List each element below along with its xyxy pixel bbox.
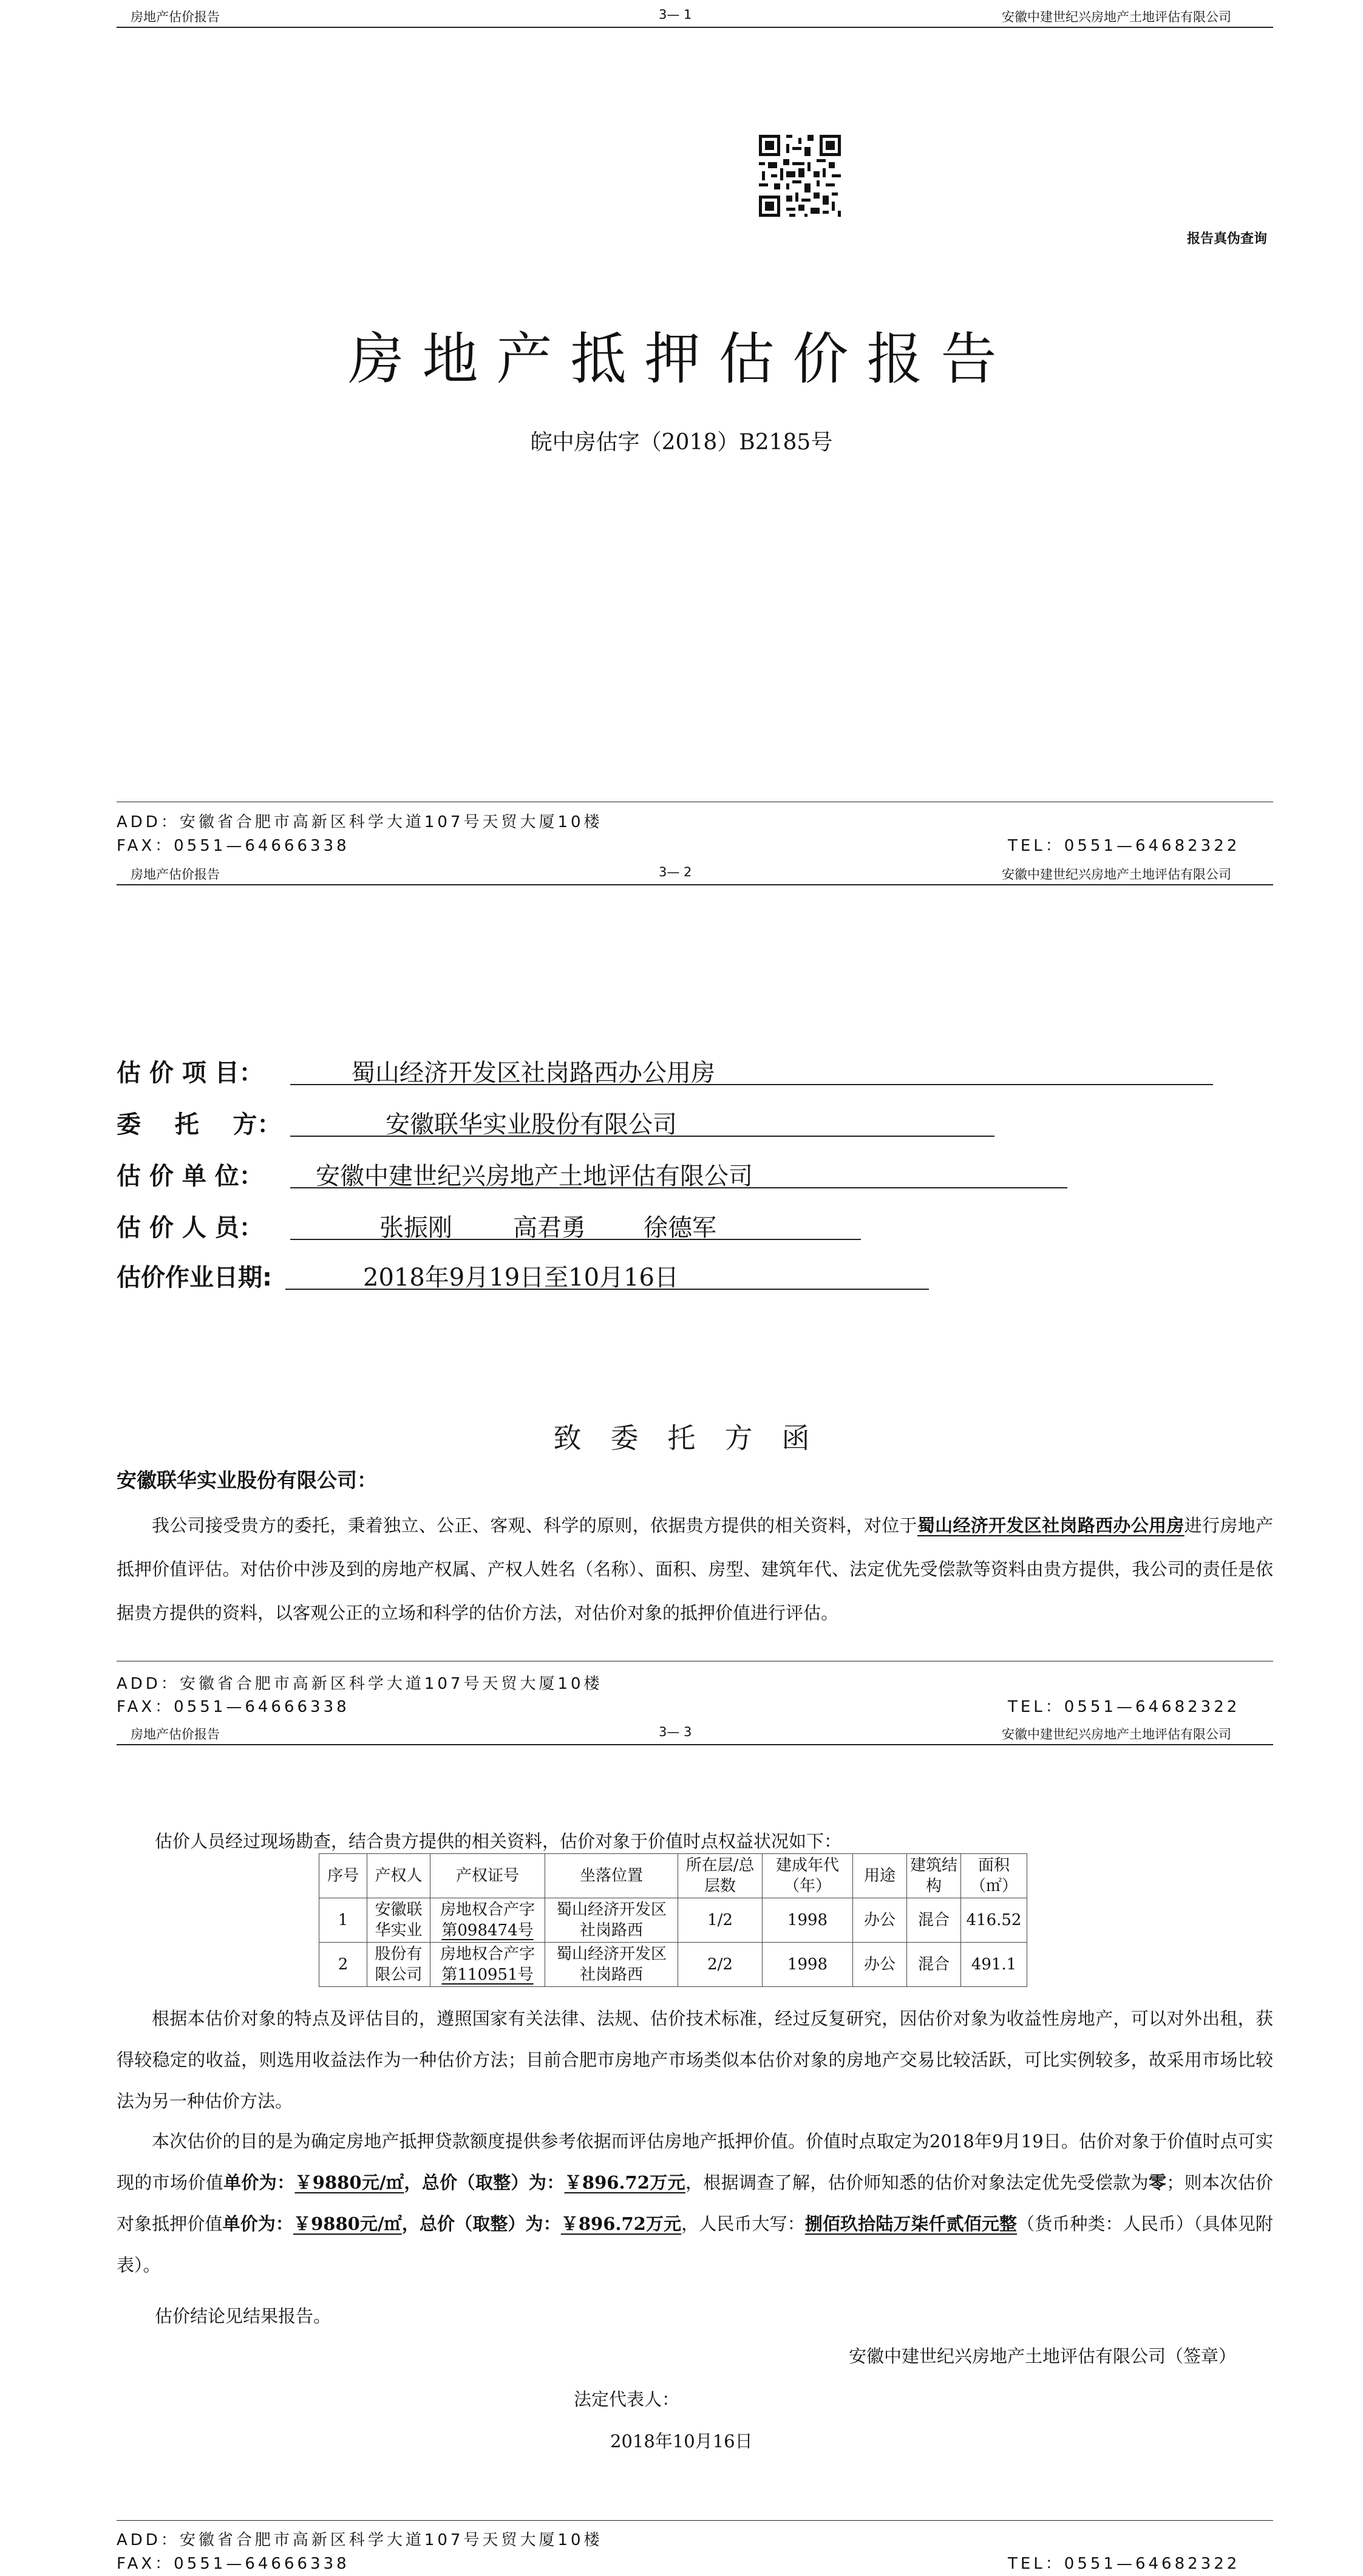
table-cell: 1998 bbox=[763, 1898, 853, 1943]
header-page-p2: 3— 2 bbox=[659, 865, 692, 879]
table-header-cell: 产权证号 bbox=[430, 1854, 545, 1898]
location-line: 蜀山经济开发区 bbox=[556, 1901, 667, 1919]
table-cell: 办公 bbox=[853, 1943, 907, 1987]
total-price-label: ，总价（取整）为： bbox=[404, 2172, 565, 2193]
date-label: 估价作业日期: bbox=[117, 1264, 272, 1292]
footer-tel-p2: TEL：0551—64682322 bbox=[1008, 1698, 1240, 1716]
table-cell: 混合 bbox=[907, 1943, 961, 1987]
table-cell bbox=[545, 1898, 678, 1943]
unit-price-label: 单价为： bbox=[223, 2172, 295, 2193]
person-1: 张振刚 bbox=[379, 1214, 452, 1242]
unit-price-value: ￥9880元/㎡ bbox=[294, 2172, 404, 2193]
report-title: 房地产抵押估价报告 bbox=[348, 327, 1015, 392]
sign-date: 2018年10月16日 bbox=[610, 2431, 753, 2452]
footer-address-p1: ADD：安徽省合肥市高新区科学大道107号天贸大厦10楼 bbox=[117, 813, 603, 831]
table-header-cell: 坐落位置 bbox=[545, 1854, 678, 1898]
cert-number: 第098474号 bbox=[441, 1921, 534, 1940]
location-line: 社岗路西 bbox=[579, 1921, 643, 1940]
header-right-p3: 安徽中建世纪兴房地产土地评估有限公司 bbox=[1002, 1727, 1231, 1742]
footer-rule-p3 bbox=[117, 2520, 1273, 2521]
project-label: 估 价 项 目： bbox=[117, 1059, 263, 1087]
person-2: 高君勇 bbox=[513, 1214, 586, 1242]
p4-text-b: ，根据调查了解，估价师知悉的估价对象法定优先受偿款为 bbox=[685, 2172, 1149, 2193]
letter-paragraph-5: 估价结论见结果报告。 bbox=[155, 2306, 331, 2326]
footer-fax-p2: FAX：0551—64666338 bbox=[117, 1698, 350, 1716]
header-left-p1: 房地产估价报告 bbox=[131, 10, 220, 24]
p4-text-e: （货币种类：人民币）（具体见附表）。 bbox=[117, 2213, 1273, 2275]
footer-fax-p1: FAX：0551—64666338 bbox=[117, 837, 350, 855]
table-cell bbox=[545, 1943, 678, 1987]
table-cell: 1/2 bbox=[678, 1898, 763, 1943]
table-header-cell: 建筑结构 bbox=[907, 1854, 961, 1898]
cert-line: 房地权合产字 bbox=[440, 1901, 535, 1919]
table-cell: 1 bbox=[319, 1898, 367, 1943]
p4-text-d: ，人民币大写： bbox=[681, 2213, 805, 2234]
property-table bbox=[319, 1853, 1027, 1987]
cert-number: 第110951号 bbox=[441, 1966, 534, 1984]
capital-amount: 捌佰玖拾陆万柒仟贰佰元整 bbox=[804, 2213, 1018, 2234]
table-header-cell: 用途 bbox=[853, 1854, 907, 1898]
letter-title: 致委托方函 bbox=[553, 1422, 839, 1454]
footer-fax-p3: FAX：0551—64666338 bbox=[117, 2555, 350, 2573]
table-header-cell: 面积（㎡） bbox=[961, 1854, 1027, 1898]
project-value: 蜀山经济开发区社岗路西办公用房 bbox=[351, 1059, 715, 1087]
person-3: 徐德军 bbox=[644, 1214, 716, 1242]
footer-address-p2: ADD：安徽省合肥市高新区科学大道107号天贸大厦10楼 bbox=[117, 1675, 603, 1693]
appraiser-label: 估 价 单 位： bbox=[117, 1162, 263, 1190]
p4-text-a: 本次估价的目的是为确定房地产抵押贷款额度提供参考依据而评估房地产抵押价值。价值时点取定为2018年9月19日。估价对象于价值时点可实现的市场价值 bbox=[117, 2131, 1273, 2193]
table-cell: 2/2 bbox=[678, 1943, 763, 1987]
table-cell: 1998 bbox=[763, 1943, 853, 1987]
mortgage-total-value: ￥896.72万元 bbox=[560, 2213, 682, 2234]
persons-label: 估 价 人 员： bbox=[117, 1214, 263, 1242]
client-label: 委 托 方： bbox=[117, 1111, 282, 1139]
mortgage-total-label: ，总价（取整）为： bbox=[401, 2213, 561, 2234]
header-left-p3: 房地产估价报告 bbox=[131, 1727, 220, 1742]
footer-tel-p3: TEL：0551—64682322 bbox=[1008, 2555, 1240, 2573]
p1-text-a: 我公司接受贵方的委托，秉着独立、公正、客观、科学的原则，依据贵方提供的相关资料，对位于 bbox=[152, 1515, 917, 1536]
mortgage-unit-price-value: ￥9880元/㎡ bbox=[293, 2213, 402, 2234]
cert-line: 房地权合产字 bbox=[440, 1945, 535, 1963]
date-value: 2018年9月19日至10月16日 bbox=[363, 1264, 679, 1292]
table-row bbox=[319, 1943, 1027, 1987]
table-cell: 491.1 bbox=[961, 1943, 1027, 1987]
table-header-cell: 所在层/总层数 bbox=[678, 1854, 763, 1898]
table-header-cell: 产权人 bbox=[367, 1854, 430, 1898]
appraiser-value: 安徽中建世纪兴房地产土地评估有限公司 bbox=[316, 1162, 753, 1190]
header-right-p2: 安徽中建世纪兴房地产土地评估有限公司 bbox=[1002, 867, 1231, 882]
table-header-cell: 序号 bbox=[319, 1854, 367, 1898]
table-cell: 416.52 bbox=[961, 1898, 1027, 1943]
letter-paragraph-3: 根据本估价对象的特点及评估目的，遵照国家有关法律、法规、估价技术标准，经过反复研究，因估价对象为收益性房地产，可以对外出租，获得较稳定的收益，则选用收益法作为一种估价方法；目前合肥市房地产市场类似本估价对象的房地产交易比较活跃，可比实例较多，故采用市场比较法为另一种估价方法。 bbox=[117, 2008, 1273, 2111]
p1-text-b: 进行房地产抵押价值评估。对估价中涉及到的房地产权属、产权人姓名（名称）、面积、房型、建筑年代、法定优先受偿款等资料由贵方提供，我公司的责任是依据贵方提供的资料，以客观公正的立场和科学的估价方法，对估价对象的抵押价值进行评估。 bbox=[117, 1515, 1273, 1623]
header-rule-p3 bbox=[117, 1744, 1273, 1745]
table-cell: 股份有限公司 bbox=[367, 1943, 430, 1987]
client-value: 安徽联华实业股份有限公司 bbox=[386, 1111, 677, 1139]
table-cell bbox=[430, 1943, 545, 1987]
p1-address: 蜀山经济开发区社岗路西办公用房 bbox=[917, 1515, 1185, 1536]
header-rule-p2 bbox=[117, 884, 1273, 885]
table-cell: 安徽联华实业 bbox=[367, 1898, 430, 1943]
header-left-p2: 房地产估价报告 bbox=[131, 867, 220, 882]
table-header-cell: 建成年代（年） bbox=[763, 1854, 853, 1898]
table-cell: 办公 bbox=[853, 1898, 907, 1943]
priority-claim-value: 零 bbox=[1148, 2172, 1167, 2193]
verify-link[interactable]: 报告真伪查询 bbox=[1187, 231, 1268, 247]
total-price-value: ￥896.72万元 bbox=[564, 2172, 685, 2193]
table-cell: 2 bbox=[319, 1943, 367, 1987]
signature-company: 安徽中建世纪兴房地产土地评估有限公司（签章） bbox=[849, 2346, 1237, 2366]
table-cell bbox=[430, 1898, 545, 1943]
header-rule-p1 bbox=[117, 27, 1273, 28]
qr-code-icon bbox=[759, 135, 841, 217]
letter-paragraph-4 bbox=[117, 2121, 1273, 2286]
letter-salutation: 安徽联华实业股份有限公司： bbox=[117, 1468, 377, 1492]
report-number: 皖中房估字（2018）B2185号 bbox=[530, 430, 833, 455]
table-cell: 混合 bbox=[907, 1898, 961, 1943]
mortgage-unit-price-label: 单价为： bbox=[222, 2213, 294, 2234]
letter-paragraph-2: 估价人员经过现场勘查，结合贵方提供的相关资料，估价对象于价值时点权益状况如下： bbox=[155, 1831, 842, 1852]
header-page-p1: 3— 1 bbox=[659, 7, 692, 22]
location-line: 社岗路西 bbox=[579, 1966, 643, 1984]
letter-paragraph-1 bbox=[117, 1504, 1273, 1635]
header-page-p3: 3— 3 bbox=[659, 1725, 692, 1739]
location-line: 蜀山经济开发区 bbox=[556, 1945, 667, 1963]
footer-tel-p1: TEL：0551—64682322 bbox=[1008, 837, 1240, 855]
header-right-p1: 安徽中建世纪兴房地产土地评估有限公司 bbox=[1002, 10, 1231, 24]
p4-text-c: ；则本次估价对象抵押价值 bbox=[117, 2172, 1273, 2234]
table-row bbox=[319, 1898, 1027, 1943]
legal-representative: 法定代表人： bbox=[574, 2389, 680, 2410]
footer-address-p3: ADD：安徽省合肥市高新区科学大道107号天贸大厦10楼 bbox=[117, 2531, 603, 2549]
table-header-row bbox=[319, 1854, 1027, 1898]
